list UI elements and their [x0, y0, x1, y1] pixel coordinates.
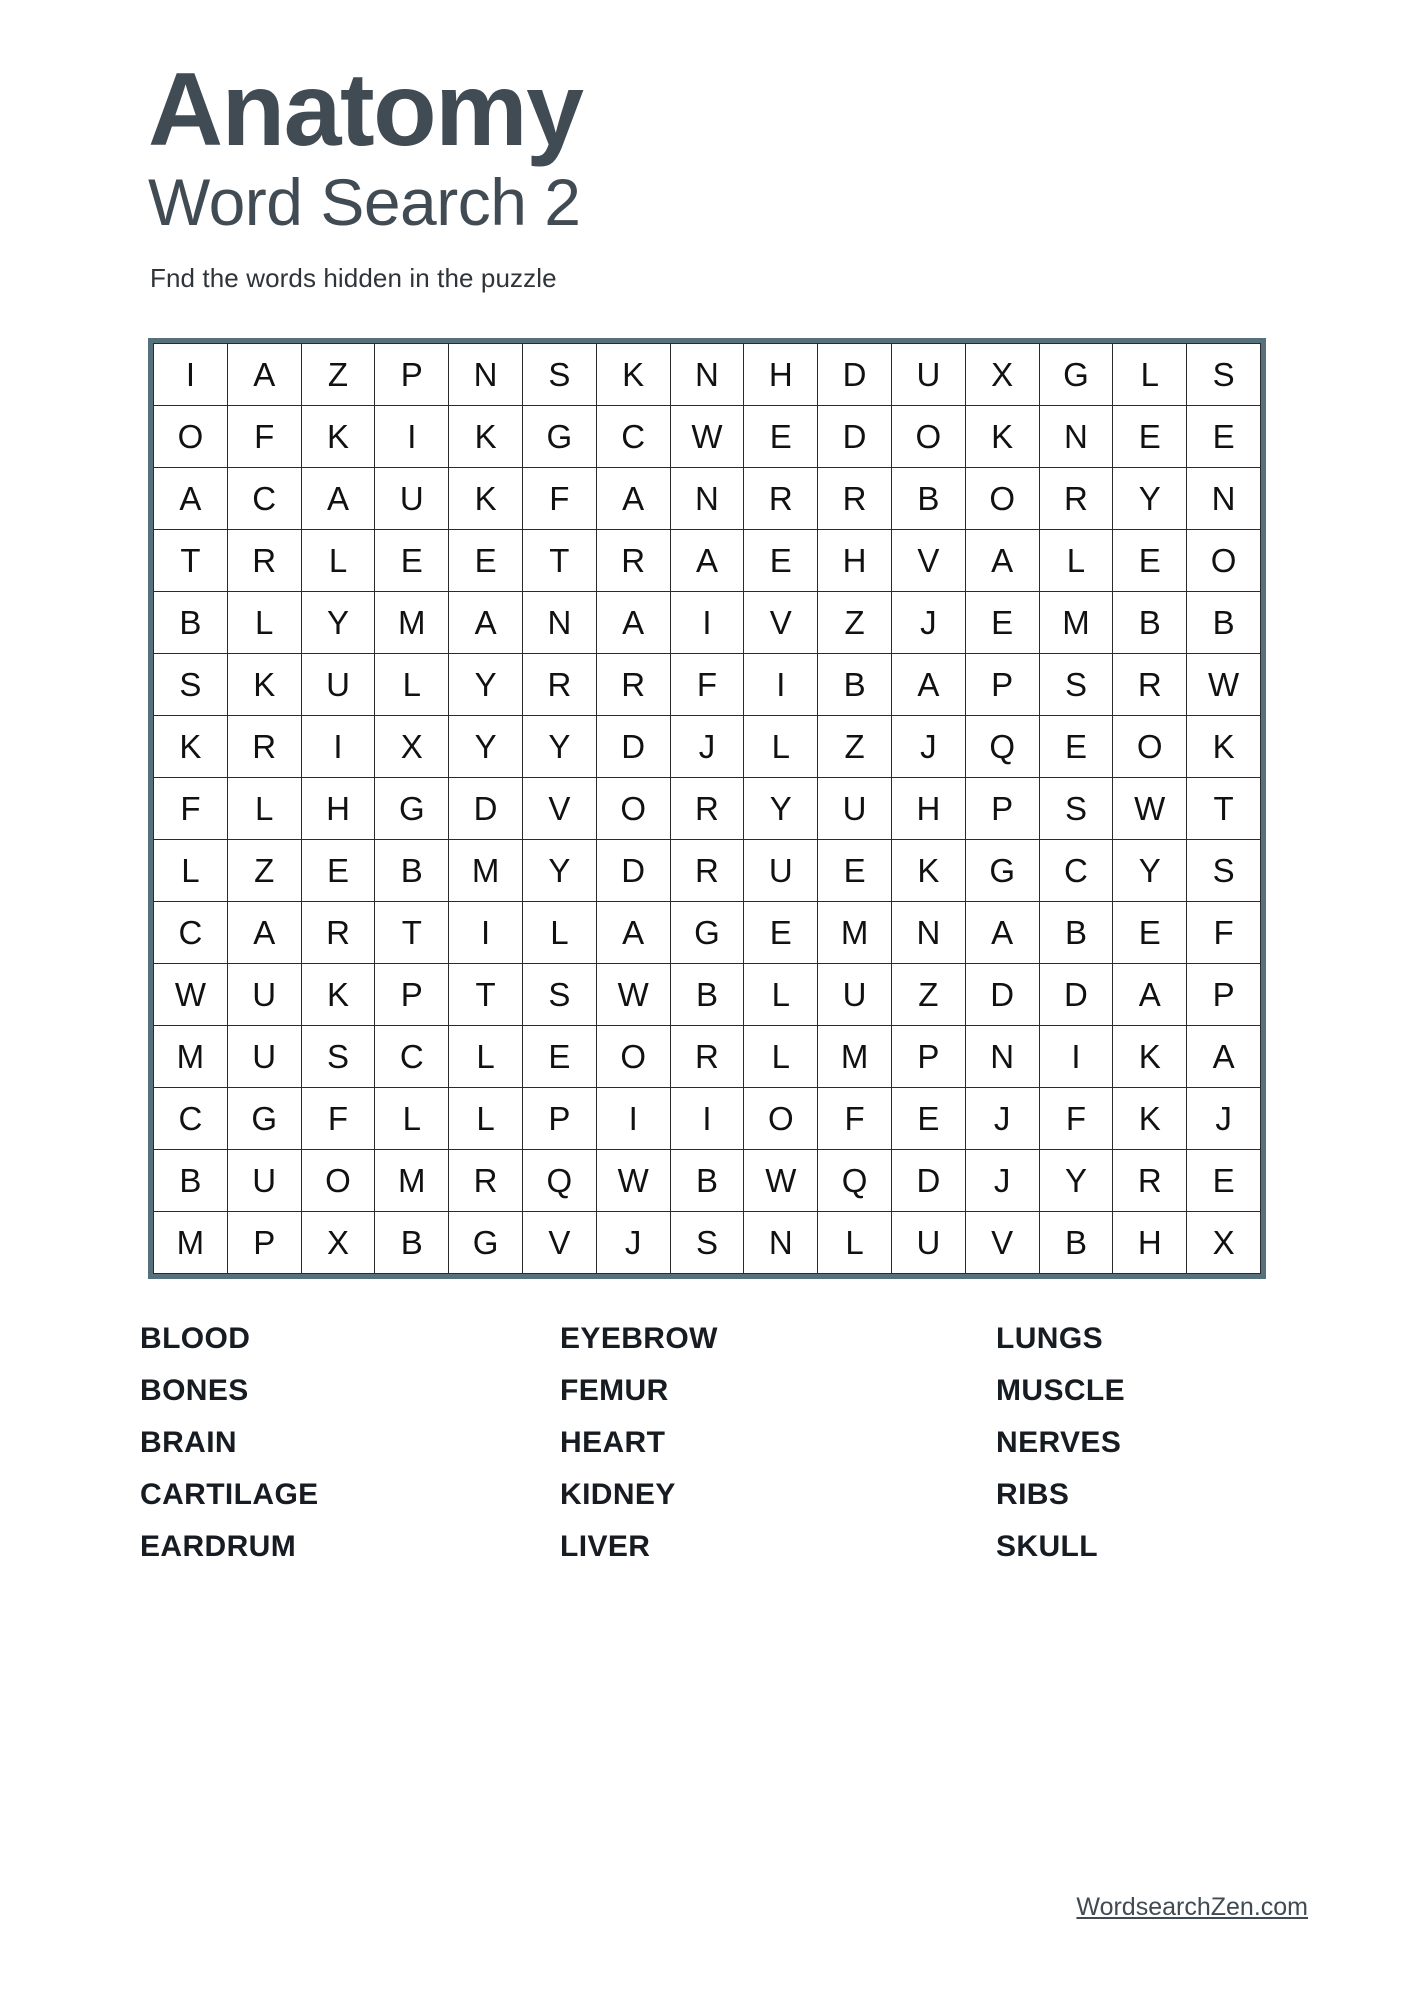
word-search-grid[interactable]: [153, 343, 1261, 1274]
grid-cell[interactable]: O: [596, 778, 670, 840]
grid-cell[interactable]: V: [965, 1212, 1039, 1274]
grid-cell[interactable]: J: [891, 592, 965, 654]
grid-row: [154, 1088, 1261, 1150]
grid-cell[interactable]: F: [301, 1088, 375, 1150]
grid-cell[interactable]: L: [154, 840, 228, 902]
grid-cell[interactable]: B: [375, 1212, 449, 1274]
grid-cell[interactable]: R: [670, 1026, 744, 1088]
grid-cell[interactable]: M: [1039, 592, 1113, 654]
word-list-item[interactable]: NERVES: [996, 1426, 1122, 1460]
grid-cell[interactable]: L: [227, 592, 301, 654]
grid-cell[interactable]: R: [744, 468, 818, 530]
grid-cell[interactable]: S: [301, 1026, 375, 1088]
grid-cell[interactable]: L: [744, 964, 818, 1026]
grid-cell[interactable]: I: [1039, 1026, 1113, 1088]
grid-cell[interactable]: V: [891, 530, 965, 592]
grid-cell[interactable]: O: [891, 406, 965, 468]
grid-cell[interactable]: N: [522, 592, 596, 654]
word-list-item[interactable]: BRAIN: [140, 1426, 237, 1460]
grid-cell[interactable]: S: [1039, 654, 1113, 716]
grid-cell[interactable]: K: [1113, 1088, 1187, 1150]
grid-cell[interactable]: E: [1113, 902, 1187, 964]
grid-cell[interactable]: P: [227, 1212, 301, 1274]
grid-cell[interactable]: F: [1187, 902, 1261, 964]
grid-cell[interactable]: K: [1113, 1026, 1187, 1088]
grid-cell[interactable]: H: [1113, 1212, 1187, 1274]
grid-cell[interactable]: M: [818, 902, 892, 964]
grid-cell[interactable]: D: [596, 716, 670, 778]
grid-cell[interactable]: U: [891, 344, 965, 406]
grid-cell[interactable]: I: [744, 654, 818, 716]
grid-cell[interactable]: J: [965, 1150, 1039, 1212]
grid-cell[interactable]: R: [1113, 654, 1187, 716]
grid-cell[interactable]: F: [818, 1088, 892, 1150]
grid-cell[interactable]: Q: [965, 716, 1039, 778]
grid-cell[interactable]: E: [1039, 716, 1113, 778]
grid-cell[interactable]: W: [154, 964, 228, 1026]
grid-cell[interactable]: T: [1187, 778, 1261, 840]
grid-cell[interactable]: B: [1187, 592, 1261, 654]
grid-cell[interactable]: B: [1039, 1212, 1113, 1274]
grid-cell[interactable]: L: [1113, 344, 1187, 406]
grid-cell[interactable]: T: [449, 964, 523, 1026]
grid-cell[interactable]: H: [744, 344, 818, 406]
grid-cell[interactable]: P: [375, 964, 449, 1026]
grid-cell[interactable]: V: [522, 778, 596, 840]
grid-cell[interactable]: E: [1187, 1150, 1261, 1212]
grid-row: [154, 964, 1261, 1026]
word-search-grid-container: [148, 338, 1266, 1279]
grid-cell[interactable]: N: [1187, 468, 1261, 530]
grid-cell[interactable]: E: [1113, 530, 1187, 592]
grid-cell[interactable]: U: [375, 468, 449, 530]
grid-cell[interactable]: I: [375, 406, 449, 468]
grid-cell[interactable]: U: [744, 840, 818, 902]
grid-cell[interactable]: I: [301, 716, 375, 778]
grid-cell[interactable]: I: [449, 902, 523, 964]
grid-cell[interactable]: I: [670, 1088, 744, 1150]
website-link[interactable]: WordsearchZen.com: [1076, 1893, 1308, 1921]
grid-row: [154, 778, 1261, 840]
grid-cell[interactable]: B: [891, 468, 965, 530]
grid-cell[interactable]: G: [375, 778, 449, 840]
grid-cell[interactable]: L: [522, 902, 596, 964]
grid-cell[interactable]: U: [818, 778, 892, 840]
grid-cell[interactable]: O: [965, 468, 1039, 530]
grid-cell[interactable]: Z: [818, 592, 892, 654]
grid-cell[interactable]: A: [965, 530, 1039, 592]
grid-row: [154, 530, 1261, 592]
grid-cell[interactable]: C: [154, 1088, 228, 1150]
word-list-item[interactable]: LIVER: [560, 1530, 651, 1564]
grid-cell[interactable]: P: [965, 654, 1039, 716]
grid-cell[interactable]: S: [1039, 778, 1113, 840]
grid-cell[interactable]: T: [154, 530, 228, 592]
grid-cell[interactable]: W: [744, 1150, 818, 1212]
grid-cell[interactable]: A: [596, 592, 670, 654]
grid-cell[interactable]: B: [670, 1150, 744, 1212]
grid-cell[interactable]: I: [154, 344, 228, 406]
grid-cell[interactable]: F: [227, 406, 301, 468]
grid-cell[interactable]: S: [154, 654, 228, 716]
grid-cell[interactable]: W: [1187, 654, 1261, 716]
grid-cell[interactable]: U: [227, 964, 301, 1026]
grid-row: [154, 654, 1261, 716]
grid-cell[interactable]: A: [891, 654, 965, 716]
grid-cell[interactable]: D: [818, 344, 892, 406]
grid-cell[interactable]: Y: [449, 654, 523, 716]
grid-cell[interactable]: C: [1039, 840, 1113, 902]
grid-cell[interactable]: P: [522, 1088, 596, 1150]
word-list-item[interactable]: CARTILAGE: [140, 1478, 319, 1512]
grid-row: [154, 840, 1261, 902]
grid-cell[interactable]: X: [301, 1212, 375, 1274]
grid-cell[interactable]: D: [449, 778, 523, 840]
grid-cell[interactable]: L: [449, 1088, 523, 1150]
grid-cell[interactable]: U: [301, 654, 375, 716]
grid-cell[interactable]: R: [596, 654, 670, 716]
grid-cell[interactable]: G: [522, 406, 596, 468]
grid-cell[interactable]: K: [891, 840, 965, 902]
grid-cell[interactable]: B: [154, 1150, 228, 1212]
grid-cell[interactable]: G: [227, 1088, 301, 1150]
grid-cell[interactable]: A: [449, 592, 523, 654]
grid-cell[interactable]: R: [670, 778, 744, 840]
grid-cell[interactable]: N: [449, 344, 523, 406]
page-title: Anatomy: [148, 52, 583, 168]
grid-cell[interactable]: A: [301, 468, 375, 530]
grid-cell[interactable]: J: [596, 1212, 670, 1274]
grid-cell[interactable]: M: [154, 1026, 228, 1088]
grid-cell[interactable]: L: [227, 778, 301, 840]
grid-cell[interactable]: J: [891, 716, 965, 778]
grid-cell[interactable]: R: [1113, 1150, 1187, 1212]
header: [0, 0, 1414, 294]
grid-body: [154, 344, 1261, 1274]
grid-cell[interactable]: S: [522, 964, 596, 1026]
grid-cell[interactable]: M: [375, 1150, 449, 1212]
grid-cell[interactable]: Q: [522, 1150, 596, 1212]
grid-cell[interactable]: X: [375, 716, 449, 778]
grid-cell[interactable]: C: [596, 406, 670, 468]
grid-row: [154, 902, 1261, 964]
word-list-column: [560, 1313, 996, 1573]
word-list-item[interactable]: MUSCLE: [996, 1374, 1126, 1408]
grid-cell[interactable]: E: [1113, 406, 1187, 468]
instructions-text: Fnd the words hidden in the puzzle: [150, 263, 557, 294]
grid-cell[interactable]: A: [227, 902, 301, 964]
grid-cell[interactable]: P: [965, 778, 1039, 840]
grid-cell[interactable]: B: [1039, 902, 1113, 964]
grid-cell[interactable]: F: [1039, 1088, 1113, 1150]
grid-cell[interactable]: T: [522, 530, 596, 592]
grid-cell[interactable]: S: [1187, 840, 1261, 902]
grid-row: [154, 344, 1261, 406]
grid-cell[interactable]: N: [670, 468, 744, 530]
grid-cell[interactable]: V: [744, 592, 818, 654]
grid-cell[interactable]: V: [522, 1212, 596, 1274]
grid-cell[interactable]: R: [1039, 468, 1113, 530]
grid-cell[interactable]: M: [818, 1026, 892, 1088]
grid-cell[interactable]: I: [596, 1088, 670, 1150]
grid-cell[interactable]: A: [227, 344, 301, 406]
page-subtitle: Word Search 2: [148, 165, 581, 239]
grid-cell[interactable]: S: [522, 344, 596, 406]
grid-cell[interactable]: N: [965, 1026, 1039, 1088]
grid-cell[interactable]: C: [154, 902, 228, 964]
word-list-item[interactable]: EYEBROW: [560, 1322, 718, 1356]
grid-cell[interactable]: O: [596, 1026, 670, 1088]
grid-cell[interactable]: B: [818, 654, 892, 716]
grid-cell[interactable]: L: [818, 1212, 892, 1274]
grid-cell[interactable]: O: [744, 1088, 818, 1150]
grid-cell[interactable]: Y: [1039, 1150, 1113, 1212]
grid-cell[interactable]: B: [670, 964, 744, 1026]
grid-cell[interactable]: A: [154, 468, 228, 530]
grid-cell[interactable]: Y: [301, 592, 375, 654]
grid-cell[interactable]: R: [227, 530, 301, 592]
grid-cell[interactable]: J: [670, 716, 744, 778]
grid-cell[interactable]: Y: [1113, 840, 1187, 902]
footer: [1076, 1893, 1308, 1922]
grid-cell[interactable]: Y: [522, 840, 596, 902]
grid-cell[interactable]: Z: [891, 964, 965, 1026]
grid-cell[interactable]: E: [522, 1026, 596, 1088]
grid-cell[interactable]: O: [1187, 530, 1261, 592]
grid-row: [154, 1212, 1261, 1274]
grid-cell[interactable]: X: [965, 344, 1039, 406]
grid-row: [154, 716, 1261, 778]
grid-cell[interactable]: O: [301, 1150, 375, 1212]
word-list-item[interactable]: LUNGS: [996, 1322, 1103, 1356]
grid-cell[interactable]: K: [1187, 716, 1261, 778]
grid-cell[interactable]: D: [818, 406, 892, 468]
grid-cell[interactable]: J: [1187, 1088, 1261, 1150]
grid-cell[interactable]: U: [227, 1026, 301, 1088]
grid-cell[interactable]: L: [744, 716, 818, 778]
grid-cell[interactable]: P: [1187, 964, 1261, 1026]
grid-cell[interactable]: R: [227, 716, 301, 778]
grid-cell[interactable]: K: [301, 964, 375, 1026]
grid-cell[interactable]: E: [375, 530, 449, 592]
grid-cell[interactable]: D: [891, 1150, 965, 1212]
grid-cell[interactable]: H: [891, 778, 965, 840]
word-list-item[interactable]: BONES: [140, 1374, 249, 1408]
grid-row: [154, 1150, 1261, 1212]
grid-cell[interactable]: G: [449, 1212, 523, 1274]
grid-cell[interactable]: B: [154, 592, 228, 654]
grid-cell[interactable]: Y: [744, 778, 818, 840]
grid-row: [154, 1026, 1261, 1088]
grid-cell[interactable]: W: [596, 964, 670, 1026]
grid-cell[interactable]: E: [965, 592, 1039, 654]
word-list-item[interactable]: KIDNEY: [560, 1478, 676, 1512]
grid-cell[interactable]: H: [818, 530, 892, 592]
grid-cell[interactable]: W: [596, 1150, 670, 1212]
grid-cell[interactable]: M: [375, 592, 449, 654]
grid-cell[interactable]: Z: [301, 344, 375, 406]
grid-cell[interactable]: I: [670, 592, 744, 654]
grid-cell[interactable]: E: [744, 406, 818, 468]
grid-cell[interactable]: R: [301, 902, 375, 964]
grid-cell[interactable]: R: [522, 654, 596, 716]
grid-cell[interactable]: M: [449, 840, 523, 902]
grid-cell[interactable]: N: [1039, 406, 1113, 468]
grid-cell[interactable]: A: [670, 530, 744, 592]
grid-cell[interactable]: O: [154, 406, 228, 468]
grid-cell[interactable]: Q: [818, 1150, 892, 1212]
grid-cell[interactable]: N: [744, 1212, 818, 1274]
grid-cell[interactable]: M: [154, 1212, 228, 1274]
word-list-column: [996, 1313, 1260, 1573]
grid-cell[interactable]: E: [744, 530, 818, 592]
grid-cell[interactable]: A: [596, 902, 670, 964]
grid-cell[interactable]: A: [1113, 964, 1187, 1026]
grid-cell[interactable]: E: [891, 1088, 965, 1150]
grid-cell[interactable]: L: [744, 1026, 818, 1088]
word-list-item[interactable]: BLOOD: [140, 1322, 251, 1356]
word-list-column: [140, 1313, 560, 1573]
grid-cell[interactable]: H: [301, 778, 375, 840]
grid-cell[interactable]: A: [965, 902, 1039, 964]
grid-cell[interactable]: F: [522, 468, 596, 530]
grid-cell[interactable]: B: [375, 840, 449, 902]
grid-cell[interactable]: F: [670, 654, 744, 716]
grid-row: [154, 406, 1261, 468]
grid-cell[interactable]: X: [1187, 1212, 1261, 1274]
word-list-item[interactable]: HEART: [560, 1426, 666, 1460]
word-list-item[interactable]: RIBS: [996, 1478, 1070, 1512]
grid-cell[interactable]: Y: [449, 716, 523, 778]
grid-cell[interactable]: N: [891, 902, 965, 964]
grid-cell[interactable]: F: [154, 778, 228, 840]
grid-row: [154, 592, 1261, 654]
grid-cell[interactable]: E: [744, 902, 818, 964]
grid-cell[interactable]: U: [891, 1212, 965, 1274]
grid-cell[interactable]: K: [449, 406, 523, 468]
grid-cell[interactable]: A: [596, 468, 670, 530]
grid-cell[interactable]: E: [1187, 406, 1261, 468]
grid-cell[interactable]: G: [1039, 344, 1113, 406]
grid-cell[interactable]: L: [449, 1026, 523, 1088]
grid-cell[interactable]: K: [596, 344, 670, 406]
grid-cell[interactable]: P: [891, 1026, 965, 1088]
grid-cell[interactable]: R: [449, 1150, 523, 1212]
grid-cell[interactable]: L: [375, 1088, 449, 1150]
grid-cell[interactable]: R: [818, 468, 892, 530]
grid-cell[interactable]: S: [670, 1212, 744, 1274]
grid-cell[interactable]: D: [1039, 964, 1113, 1026]
grid-cell[interactable]: N: [670, 344, 744, 406]
word-list-item[interactable]: EARDRUM: [140, 1530, 297, 1564]
grid-cell[interactable]: Z: [227, 840, 301, 902]
grid-cell[interactable]: R: [670, 840, 744, 902]
grid-cell[interactable]: R: [596, 530, 670, 592]
grid-cell[interactable]: Z: [818, 716, 892, 778]
word-list-item[interactable]: FEMUR: [560, 1374, 669, 1408]
grid-cell[interactable]: S: [1187, 344, 1261, 406]
grid-cell[interactable]: C: [375, 1026, 449, 1088]
grid-cell[interactable]: L: [1039, 530, 1113, 592]
grid-cell[interactable]: W: [1113, 778, 1187, 840]
grid-cell[interactable]: K: [154, 716, 228, 778]
grid-cell[interactable]: E: [449, 530, 523, 592]
grid-cell[interactable]: U: [818, 964, 892, 1026]
word-list: [140, 1313, 1260, 1573]
grid-row: [154, 468, 1261, 530]
grid-cell[interactable]: B: [1113, 592, 1187, 654]
grid-cell[interactable]: K: [301, 406, 375, 468]
grid-cell[interactable]: K: [449, 468, 523, 530]
grid-cell[interactable]: D: [596, 840, 670, 902]
grid-cell[interactable]: W: [670, 406, 744, 468]
grid-cell[interactable]: G: [965, 840, 1039, 902]
grid-cell[interactable]: G: [670, 902, 744, 964]
grid-cell[interactable]: J: [965, 1088, 1039, 1150]
grid-cell[interactable]: Y: [522, 716, 596, 778]
grid-cell[interactable]: E: [818, 840, 892, 902]
grid-cell[interactable]: U: [227, 1150, 301, 1212]
grid-cell[interactable]: C: [227, 468, 301, 530]
word-list-item[interactable]: SKULL: [996, 1530, 1098, 1564]
grid-cell[interactable]: Y: [1113, 468, 1187, 530]
grid-cell[interactable]: T: [375, 902, 449, 964]
grid-cell[interactable]: L: [301, 530, 375, 592]
grid-cell[interactable]: K: [227, 654, 301, 716]
grid-cell[interactable]: P: [375, 344, 449, 406]
grid-cell[interactable]: A: [1187, 1026, 1261, 1088]
grid-cell[interactable]: O: [1113, 716, 1187, 778]
grid-cell[interactable]: K: [965, 406, 1039, 468]
grid-cell[interactable]: D: [965, 964, 1039, 1026]
grid-cell[interactable]: L: [375, 654, 449, 716]
grid-cell[interactable]: E: [301, 840, 375, 902]
